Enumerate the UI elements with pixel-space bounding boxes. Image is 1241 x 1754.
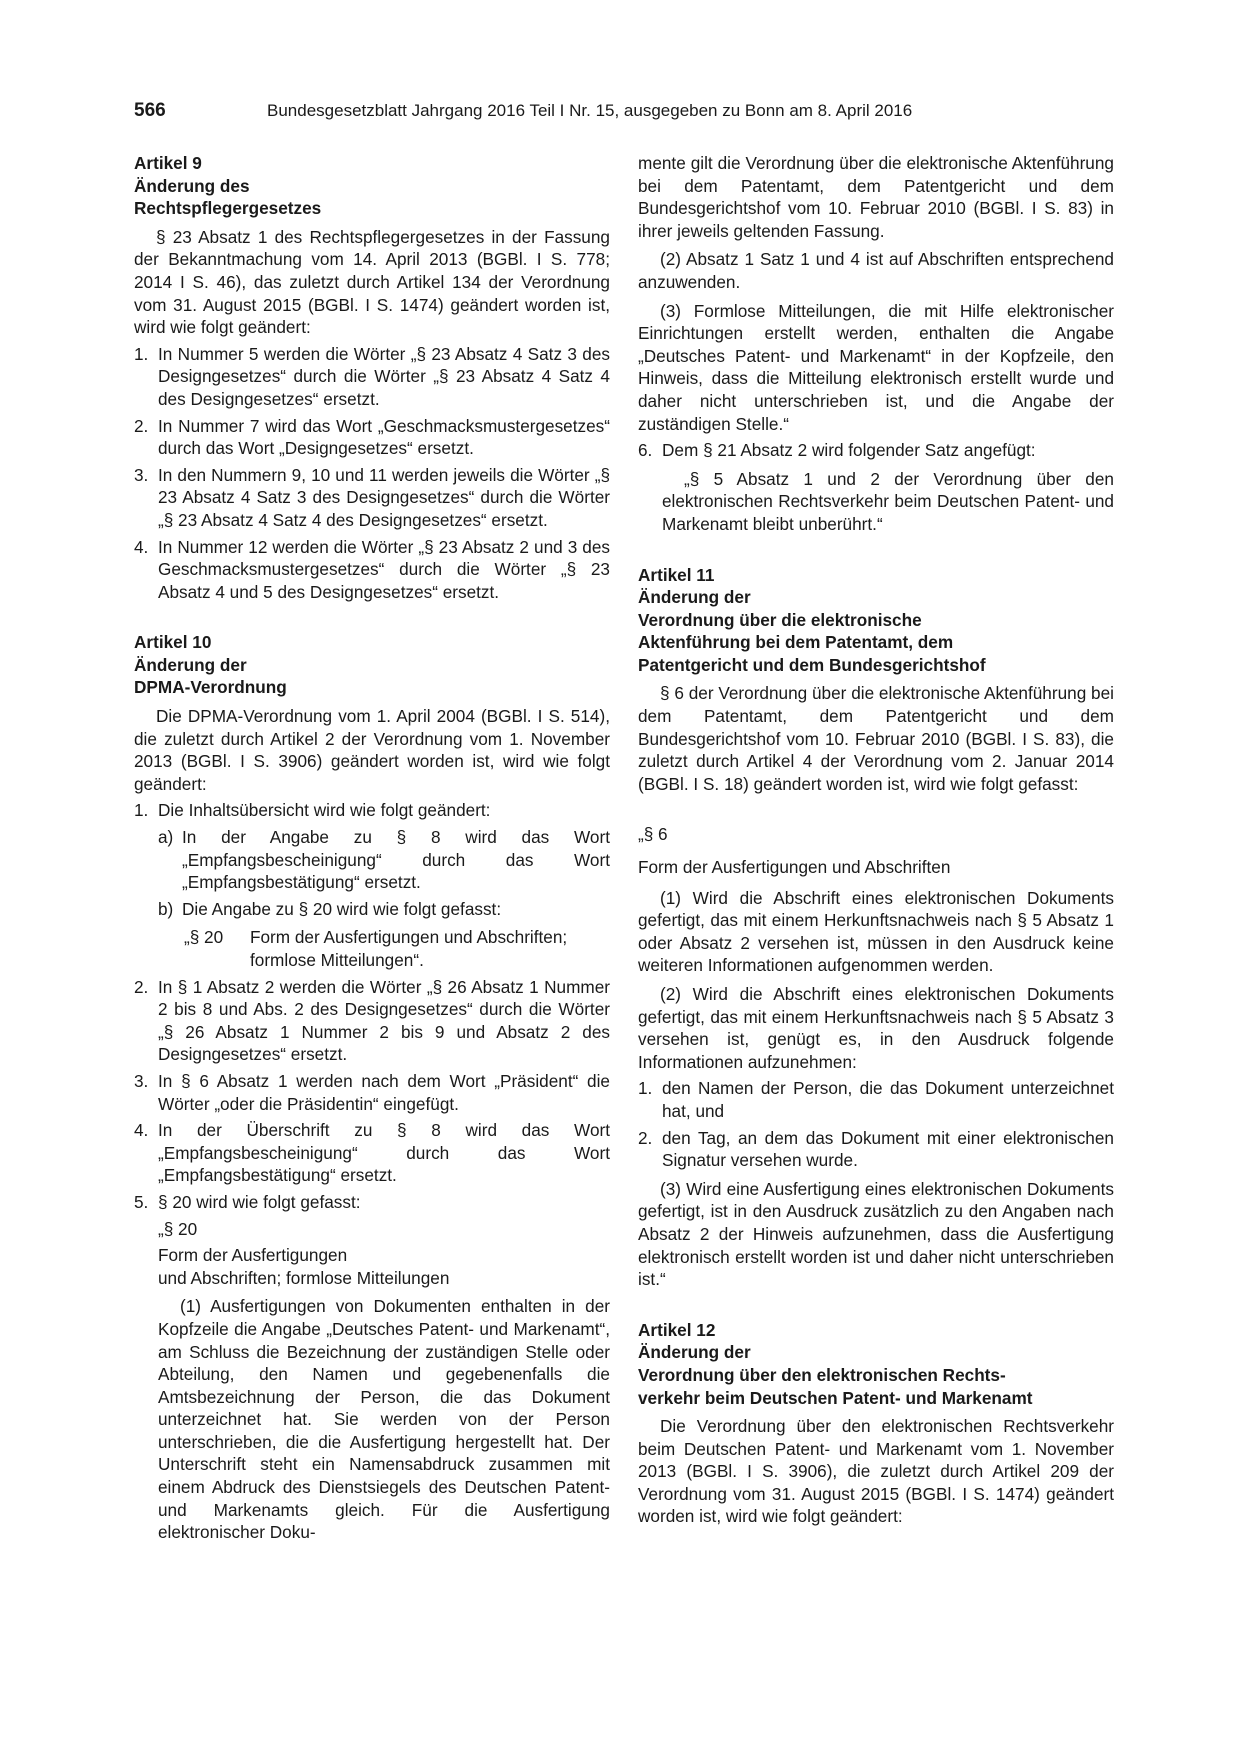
article-10-subtitle: DPMA-Verordnung [134,677,287,698]
article-12-intro: Die Verordnung über den elektronischen Rechtsverkehr beim Deutschen Patent- und Markenamt vom 1. November 2013 (BGBl. I S. 3906), die zuletzt durch Artikel 209 der Verordnung vom 31. August 2015 (BGBl. I S. 1474) geändert worden ist, wird wie folgt geändert: [638,1416,1114,1527]
list-item: 2. den Tag, an dem das Dokument mit einer elektronischen Signatur versehen wurde. [638,1127,1114,1171]
article-12-title: Artikel 12 [638,1319,716,1340]
article-10-title: Artikel 10 [134,632,212,653]
list-item: 2. In § 1 Absatz 2 werden die Wörter „§ 26 Absatz 1 Nummer 2 bis 8 und Abs. 2 des Designgesetzes“ durch die Wörter „§ 26 Absatz 1 Nummer 2 bis 9 und Absatz 2 des Designgesetzes“ ersetzt. [134,976,610,1065]
sub-list-item: a) In der Angabe zu § 8 wird das Wort „Empfangsbescheinigung“ durch das Wort „Empfangsbestätigung“ ersetzt. [158,827,610,893]
article-11-subtitle: Verordnung über die elektronische [638,609,922,630]
list-item: 6. Dem § 21 Absatz 2 wird folgender Satz angefügt: [638,440,1036,461]
paragraph-block [158,1218,610,1544]
article-12-subtitle: Verordnung über den elektronischen Rechts- [638,1364,1006,1385]
paragraph-heading: Form der Ausfertigungen und Abschriften [638,857,951,878]
page-header [134,100,1114,124]
article-10-intro: Die DPMA-Verordnung vom 1. April 2004 (BGBl. I S. 514), die zuletzt durch Artikel 2 der Verordnung vom 1. November 2013 (BGBl. I S. 3906) geändert worden ist, wird wie folgt geändert: [134,706,610,794]
list-item: 2. In Nummer 7 wird das Wort „Geschmacksmustergesetzes“ durch das Wort „Designgesetzes“ ersetzt. [134,415,610,459]
article-9-intro: § 23 Absatz 1 des Rechtspflegergesetzes in der Fassung der Bekanntmachung vom 14. April 2013 (BGBl. I S. 778; 2014 I S. 46), das zuletzt durch Artikel 134 der Verordnung vom 31. August 2015 (BGBl. I S. 1474) geändert worden ist, wird wie folgt geändert: [134,226,610,338]
article-11-title: Artikel 11 [638,564,715,585]
article-9-title: Artikel 9 [134,153,202,173]
paragraph-text: mente gilt die Verordnung über die elektronische Aktenführung bei dem Patentamt, dem Patentgericht und dem Bundesgerichtshof vom 10. Februar 2010 (BGBl. I S. 83) in ihrer jeweils geltenden Fassung. [638,153,1114,241]
paragraph-text: (2) Absatz 1 Satz 1 und 4 ist auf Abschriften entsprechend anzuwenden. [638,249,1114,292]
paragraph-label: „§ 6 [638,824,668,845]
article-11-intro: § 6 der Verordnung über die elektronische Aktenführung bei dem Patentamt, dem Patentgericht und dem Bundesgerichtshof vom 10. Februar 2010 (BGBl. I S. 83), die zuletzt durch Artikel 4 der Verordnung vom 2. Januar 2014 (BGBl. I S. 18) geändert worden ist, wird wie folgt gefasst: [638,683,1114,794]
list-item: 1. Die Inhaltsübersicht wird wie folgt geändert: [134,800,491,821]
paragraph-label: „§ 20 [158,1218,198,1239]
quoted-entry: „§ 20 Form der Ausfertigungen und Abschriften; formlose Mitteilungen“. [184,927,568,970]
list-item: 4. In Nummer 12 werden die Wörter „§ 23 Absatz 2 und 3 des Geschmacksmustergesetzes“ durch die Wörter „§ 23 Absatz 4 und 5 des Designgesetzes“ ersetzt. [134,536,610,602]
gazette-title: Bundesgesetzblatt Jahrgang 2016 Teil I Nr. 15, ausgegeben zu Bonn am 8. April 2016 [267,101,913,120]
list-item: 3. In den Nummern 9, 10 und 11 werden jeweils die Wörter „§ 23 Absatz 4 Satz 3 des Designgesetzes“ durch die Wörter „§ 23 Absatz 4 Satz 4 des Designgesetzes“ ersetzt. [134,464,610,530]
article-12-subtitle: Änderung der [638,1342,751,1363]
list-item: 1. In Nummer 5 werden die Wörter „§ 23 Absatz 4 Satz 3 des Designgesetzes“ durch die Wörter „§ 23 Absatz 4 Satz 4 des Designgesetzes“ ersetzt. [134,343,610,409]
paragraph-heading: Form der Ausfertigungen [158,1245,348,1266]
paragraph-heading: und Abschriften; formlose Mitteilungen [158,1267,450,1288]
left-column [134,152,610,1544]
article-11-subtitle: Aktenführung bei dem Patentamt, dem [638,632,954,653]
right-column [638,152,1114,1528]
paragraph-text: (1) Ausfertigungen von Dokumenten enthalten in der Kopfzeile die Angabe „Deutsches Patent- und Markenamt“, am Schluss die Bezeichnung der zuständigen Stelle oder Abteilung, den Namen und gegebenenfalls die Amtsbezeichnung der Person, die das Dokument unterzeichnet hat. Sie werden von der Person unterschrieben, die die Ausfertigung hergestellt hat. Der Unterschrift steht ein Namensabdruck zusammen mit einem Abdruck des Dienstsiegels des Deutschen Patent- und Markenamts gleich. Für die Ausfertigung elektronischer Doku- [158,1296,610,1543]
quoted-sentence: „§ 5 Absatz 1 und 2 der Verordnung über den elektronischen Rechtsverkehr beim Deutschen Patent- und Markenamt bleibt unberührt.“ [662,468,1114,534]
list-item: 3. In § 6 Absatz 1 werden nach dem Wort „Präsident“ die Wörter „oder die Präsidentin“ eingefügt. [134,1070,610,1114]
sub-list-item: b) Die Angabe zu § 20 wird wie folgt gefasst: [158,898,502,919]
article-11-subtitle: Änderung der [638,587,751,608]
list-item: 1. den Namen der Person, die das Dokument unterzeichnet hat, und [638,1078,1114,1121]
article-10-subtitle: Änderung der [134,654,247,675]
paragraph-text: (1) Wird die Abschrift eines elektronischen Dokuments gefertigt, das mit einem Herkunftsnachweis nach § 5 Absatz 1 oder Absatz 2 versehen ist, müssen in den Ausdruck keine weiteren Informationen aufgenommen werden. [638,887,1114,976]
list-item: 5. § 20 wird wie folgt gefasst: [134,1191,361,1212]
paragraph-text: (2) Wird die Abschrift eines elektronischen Dokuments gefertigt, das mit einem Herkunftsnachweis nach § 5 Absatz 3 versehen ist, genügt es, in den Ausdruck folgende Informationen aufzunehmen: [638,984,1114,1072]
list-item: 4. In der Überschrift zu § 8 wird das Wort „Empfangsbescheinigung“ durch das Wort „Empfangsbestätigung“ ersetzt. [134,1120,610,1186]
article-9-subtitle: Änderung des [134,175,250,196]
page-number: 566 [134,100,166,121]
article-9-subtitle: Rechtspflegergesetzes [134,198,322,219]
paragraph-text: (3) Wird eine Ausfertigung eines elektronischen Dokuments gefertigt, ist in den Ausdruck zusätzlich zu den Angaben nach Absatz 2 der Hinweis aufzunehmen, dass die Ausfertigung elektronisch erstellt worden ist und daher nicht unterschrieben ist.“ [638,1178,1114,1290]
article-11-subtitle: Patentgericht und dem Bundesgerichtshof [638,654,986,675]
article-12-subtitle: verkehr beim Deutschen Patent- und Markenamt [638,1387,1033,1408]
paragraph-text: (3) Formlose Mitteilungen, die mit Hilfe elektronischer Einrichtungen erstellt werden, enthalten die Angabe „Deutsches Patent- und Markenamt“ in der Kopfzeile, den Hinweis, dass die Mitteilung elektronisch erstellt wurde und daher nicht unterschrieben ist, und die Angabe der zuständigen Stelle.“ [638,300,1114,434]
